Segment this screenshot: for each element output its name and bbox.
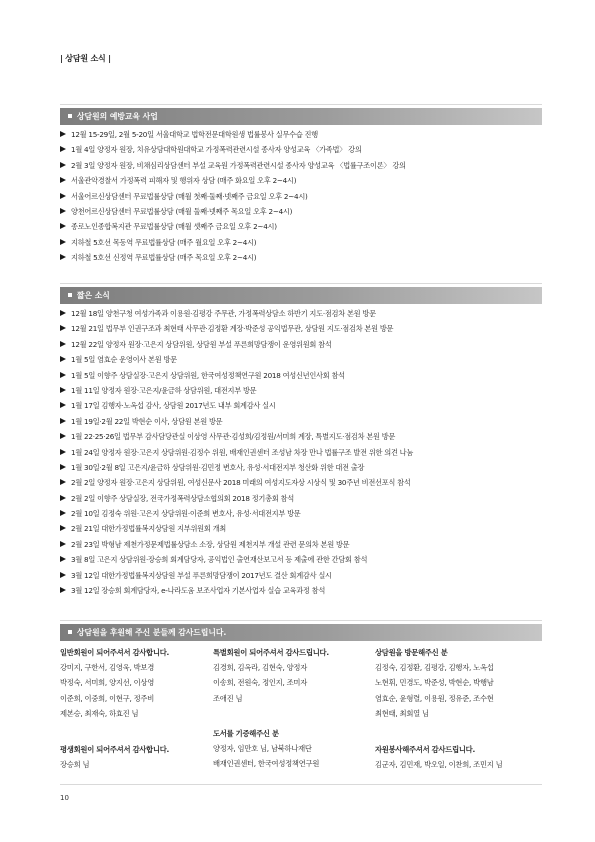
section-header: | 상담원 소식 |	[60, 54, 111, 63]
triangle-bullet-icon	[60, 510, 66, 516]
list-item-text: 1월 4일 양정자 원장, 치유상담대학원대학교 가정폭력관련시설 종사자 양성교육 〈가족법〉 강의	[71, 145, 362, 155]
list-item	[60, 321, 542, 336]
triangle-bullet-icon	[60, 433, 66, 439]
donor-names-line: 조애진 님	[213, 693, 243, 703]
thanks-group-lifetime-members	[60, 742, 210, 772]
list-item-text: 2월 3일 양정자 원장, 비채심리상담센터 부설 교육원 가정폭력관련시설 종사자 양성교육 〈법률구조이론〉 강의	[71, 160, 406, 170]
list-item	[60, 475, 542, 490]
triangle-bullet-icon	[60, 418, 66, 424]
thanks-group-book-donors	[213, 726, 373, 772]
education-section-bar	[60, 108, 542, 125]
thanks-section-title: 상담원을 후원해 주신 분들께 감사드립니다.	[77, 628, 227, 637]
list-item-text: 12월 15-29일, 2월 5-20일 서울대학교 법학전문대학원생 법률봉사 실무수습 진행	[71, 130, 318, 139]
list-item	[60, 142, 542, 157]
triangle-bullet-icon	[60, 525, 66, 531]
list-item	[60, 158, 542, 173]
triangle-bullet-icon	[60, 587, 66, 593]
news-section-title: 짧은 소식	[77, 291, 110, 300]
list-item-text: 1월 19일·2월 22일 박현순 이사, 상담원 본원 방문	[71, 416, 223, 426]
triangle-bullet-icon	[60, 239, 66, 245]
donor-names-line: 노현휘, 민경도, 박준성, 박현순, 박행남	[375, 678, 494, 688]
thanks-group-heading: 도서를 기증해주신 분	[213, 729, 279, 738]
list-item	[60, 583, 542, 598]
list-item-text: 1월 5일 이향주 상담실장·고은지 상담위원, 한국여성정책연구원 2018 여성신년인사회 참석	[71, 370, 345, 380]
list-item	[60, 306, 542, 321]
list-item-text: 12월 18일 양천구청 여성가족과 이용원·김평강 주무관, 가정폭력상담소 하반기 지도·점검차 본원 방문	[71, 309, 376, 318]
list-item	[60, 429, 542, 444]
list-item	[60, 204, 542, 219]
thanks-group-special-members	[213, 645, 363, 706]
triangle-bullet-icon	[60, 464, 66, 470]
list-item-text: 1월 22·25·26일 법무부 감사담당관실 이상영 사무관·김성희/김정원/서미희 계장, 특별지도·점검차 본원 방문	[71, 432, 396, 442]
donor-names-line: 염효순, 윤형렬, 이용원, 정유준, 조수현	[375, 693, 494, 703]
triangle-bullet-icon	[60, 177, 66, 183]
list-item	[60, 552, 542, 567]
triangle-bullet-icon	[60, 495, 66, 501]
triangle-bullet-icon	[60, 356, 66, 362]
list-item	[60, 568, 542, 583]
triangle-bullet-icon	[60, 325, 66, 331]
square-bullet-icon	[68, 114, 72, 118]
donor-names-line: 이송희, 전원숙, 정인지, 조미자	[213, 678, 308, 688]
news-list	[60, 306, 542, 598]
list-item-text: 1월 17일 김행자·노옥섭 감사, 상담원 2017년도 내부 회계감사 실시	[71, 401, 276, 411]
donor-names-line: 김경희, 김옥라, 김현숙, 양정자	[213, 663, 308, 672]
list-item	[60, 414, 542, 429]
thanks-group-visitors	[375, 645, 542, 721]
list-item	[60, 189, 542, 204]
triangle-bullet-icon	[60, 341, 66, 347]
list-item	[60, 383, 542, 398]
triangle-bullet-icon	[60, 372, 66, 378]
donor-names-line: 김군자, 김민재, 박오일, 이찬희, 조민지 님	[375, 760, 503, 769]
donor-names-line: 박정숙, 서미희, 양지선, 이상영	[60, 678, 155, 688]
list-item	[60, 352, 542, 367]
divider	[60, 283, 542, 284]
list-item-text: 2월 21일 대한가정법률복지상담원 지부위원회 개최	[71, 524, 226, 534]
thanks-section-bar	[60, 624, 542, 641]
list-item-text: 서울어르신상담센터 무료법률상담 (매월 첫째·둘째·넷째주 금요일 오후 2~4시)	[71, 191, 308, 201]
triangle-bullet-icon	[60, 131, 66, 137]
list-item-text: 1월 5일 염효순 운영이사 본원 방문	[71, 355, 177, 365]
triangle-bullet-icon	[60, 223, 66, 229]
list-item	[60, 491, 542, 506]
list-item-text: 3월 12일 장승희 회계담당자, e-나라도움 보조사업자 기본사업자 실습 교육과정 참석	[71, 586, 326, 596]
list-item-text: 1월 24일 양정자 원장·고은지 상담위원·김정수 위원, 배재인권센터 조성남 차장 만나 법률구조 발전 위한 의견 나눔	[71, 447, 414, 457]
list-item-text: 2월 2일 이향주 상담실장, 전국가정폭력상담소협의회 2018 정기총회 참석	[71, 493, 294, 503]
triangle-bullet-icon	[60, 402, 66, 408]
list-item-text: 2월 10일 김정숙 위원·고은지 상담위원·이준희 변호사, 유성·서대전지부 방문	[71, 509, 301, 519]
triangle-bullet-icon	[60, 572, 66, 578]
list-item-text: 2월 23일 박형남 제천가정문제법률상담소 소장, 상담원 제천지부 개설 관련 문의차 본원 방문	[71, 539, 350, 549]
list-item-text: 종로노인종합복지관 무료법률상담 (매월 셋째주 금요일 오후 2~4시)	[71, 222, 277, 232]
triangle-bullet-icon	[60, 146, 66, 152]
list-item	[60, 398, 542, 413]
list-item-text: 3월 8일 고은지 상담위원·장승희 회계담당자, 공익법인 출연재산보고서 등 제출에 관한 간담회 참석	[71, 555, 368, 565]
page-number: 10	[60, 794, 69, 802]
list-item	[60, 219, 542, 234]
donor-names-line: 장승희 님	[60, 760, 90, 769]
list-item	[60, 521, 542, 536]
list-item-text: 양천어르신상담센터 무료법률상담 (매월 둘째·넷째주 목요일 오후 2~4시)	[71, 206, 293, 216]
thanks-group-heading: 평생회원이 되어주셔서 감사합니다.	[60, 745, 170, 754]
news-section-bar	[60, 287, 542, 304]
list-item-text: 12월 22일 양정자 원장·고은지 상담위원, 상담원 부설 푸른희망담쟁이 운영위원회 참석	[71, 339, 332, 349]
donor-names-line: 이준희, 이중희, 이현구, 정주비	[60, 693, 155, 703]
list-item-text: 서울관악경찰서 가정폭력 피해자 및 행위자 상담 (매주 화요일 오후 2~4시)	[71, 176, 297, 186]
list-item-text: 3월 12일 대한가정법률복지상담원 부설 푸른희망담쟁이 2017년도 결산 회계감사 실시	[71, 570, 332, 580]
list-item-text: 1월 11일 양정자 원장·고은지/윤금하 상담위원, 대전지부 방문	[71, 385, 257, 395]
triangle-bullet-icon	[60, 479, 66, 485]
list-item	[60, 537, 542, 552]
divider	[60, 620, 542, 621]
list-item-text: 2월 2일 양정자 원장·고은지 상담위원, 여성신문사 2018 미래의 여성지도자상 시상식 및 30주년 비전선포식 참석	[71, 478, 411, 488]
triangle-bullet-icon	[60, 208, 66, 214]
donor-names-line: 강미지, 구한서, 김영욱, 박보경	[60, 663, 155, 672]
list-item	[60, 460, 542, 475]
list-item	[60, 506, 542, 521]
list-item-text: 지하철 5호선 목동역 무료법률상담 (매주 월요일 오후 2~4시)	[71, 237, 257, 247]
triangle-bullet-icon	[60, 193, 66, 199]
donor-names-line: 배재인권센터, 한국여성정책연구원	[213, 759, 320, 769]
triangle-bullet-icon	[60, 556, 66, 562]
donor-names-line: 김정숙, 김정환, 김평강, 김행자, 노옥섭	[375, 663, 494, 672]
triangle-bullet-icon	[60, 387, 66, 393]
donor-names-line: 최현태, 최회열 님	[375, 708, 429, 718]
list-item	[60, 235, 542, 250]
donor-names-line: 양정자, 임만호 님, 남북하나재단	[213, 744, 312, 753]
triangle-bullet-icon	[60, 541, 66, 547]
triangle-bullet-icon	[60, 162, 66, 168]
triangle-bullet-icon	[60, 254, 66, 260]
square-bullet-icon	[68, 630, 72, 634]
list-item	[60, 250, 542, 265]
triangle-bullet-icon	[60, 449, 66, 455]
list-item	[60, 127, 542, 142]
thanks-group-volunteers	[375, 742, 542, 772]
list-item	[60, 173, 542, 188]
list-item-text: 지하철 5호선 신정역 무료법률상담 (매주 목요일 오후 2~4시)	[71, 253, 257, 263]
thanks-group-heading: 자원봉사해주셔서 감사드립니다.	[375, 745, 475, 754]
divider	[60, 104, 542, 105]
list-item	[60, 368, 542, 383]
footer-divider	[60, 784, 542, 785]
square-bullet-icon	[68, 293, 72, 297]
donor-names-line: 제본승, 최재숙, 하효진 님	[60, 708, 139, 718]
thanks-group-heading: 일반회원이 되어주셔서 감사합니다.	[60, 648, 170, 657]
thanks-group-heading: 특별회원이 되어주셔서 감사드립니다.	[213, 648, 329, 657]
triangle-bullet-icon	[60, 310, 66, 316]
thanks-group-general-members	[60, 645, 210, 721]
list-item-text: 12월 21일 법무부 인권구조과 최현태 사무관·김정환 계장·박준성 공익법무관, 상담원 지도·점검차 본원 방문	[71, 324, 394, 334]
list-item	[60, 445, 542, 460]
list-item	[60, 337, 542, 352]
education-section-title: 상담원의 예방교육 사업	[77, 112, 158, 121]
education-list	[60, 127, 542, 266]
list-item-text: 1월 30일·2월 8일 고은지/윤금하 상담위원·김민정 변호사, 유성·서대전지부 청산화 위한 대전 출장	[71, 462, 365, 472]
thanks-group-heading: 상담원을 방문해주신 분	[375, 648, 448, 657]
